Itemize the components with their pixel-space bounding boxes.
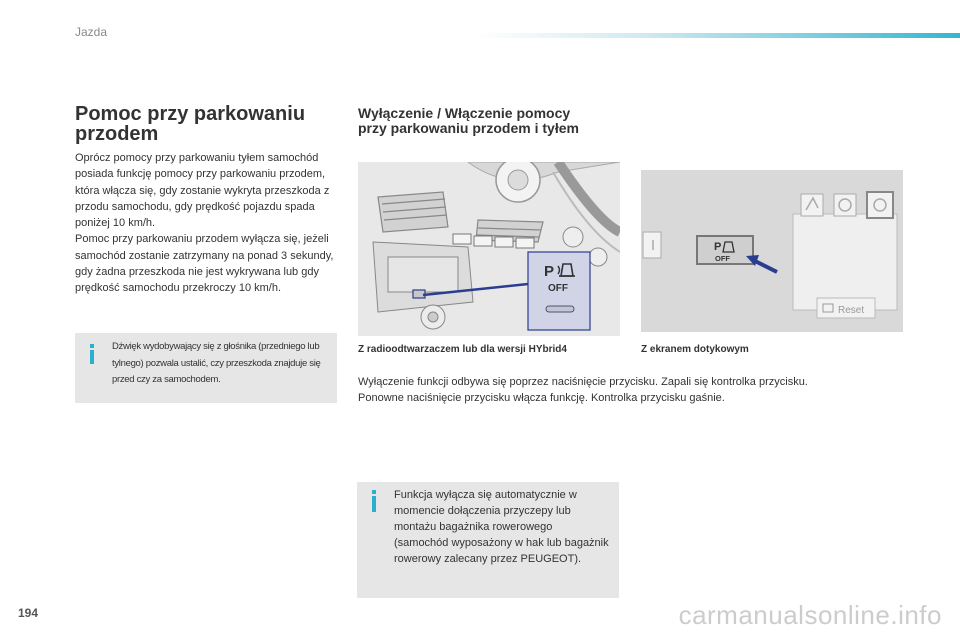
right-heading-line2: przy parkowaniu przodem i tyłem: [358, 120, 579, 136]
function-description: [358, 374, 918, 406]
info-box-sound: [75, 333, 337, 403]
info-icon: [372, 490, 376, 512]
watermark: carmanualsonline.info: [678, 600, 942, 630]
left-body-text: [75, 150, 337, 297]
caption-touchscreen: Z ekranem dotykowym: [641, 344, 749, 355]
svg-text:P: P: [714, 241, 722, 253]
dashboard-photo: [358, 162, 620, 336]
off-button-screen-label: OFF: [715, 254, 730, 263]
info-icon: [90, 344, 94, 364]
right-heading: [358, 106, 648, 136]
reset-label: Reset: [838, 305, 865, 316]
section-title: Jazda: [75, 25, 108, 39]
svg-text:P: P: [544, 263, 555, 280]
info-box-auto-off-text: Funkcja wyłącza się automatycznie w momencie dołączenia przyczepy lub montażu bagażnika rowerowego (samochód wyposażony w hak lub bagażnik rowerowy zalecany przez PEUGEOT).: [394, 489, 609, 565]
left-paragraph-2: Pomoc przy parkowaniu przodem wyłącza się, jeżeli samochód zostanie zatrzymany na ponad 3 sekundy, gdy żadna przeszkoda nie jest wykrywana lub gdy prędkość samochodu przekroczy 10 km/h.: [75, 233, 334, 295]
info-box-sound-text: Dźwięk wydobywający się z głośnika (przedniego lub tylnego) pozwala ustalić, czy przeszkoda znajduje się przed czy za samochodem.: [112, 341, 321, 385]
header-accent-bar: [478, 33, 960, 38]
description-line-1: Wyłączenie funkcji odbywa się poprzez naciśnięcie przycisku. Zapali się kontrolka przycisku.: [358, 376, 808, 388]
touchscreen-image: [641, 170, 903, 332]
left-heading-line1: Pomoc przy parkowaniu: [75, 103, 306, 125]
left-paragraph-1: Oprócz pomocy przy parkowaniu tyłem samochód posiada funkcję pomocy przy parkowaniu przodem, która włącza się, gdy zostanie wykryta przeszkoda z przodu samochodu, gdy prędkość pojazdu spada poniżej 10 km/h.: [75, 152, 330, 230]
off-button-label: OFF: [548, 283, 568, 294]
page-number: 194: [18, 606, 39, 620]
right-heading-line1: Wyłączenie / Włączenie pomocy: [358, 105, 571, 121]
left-heading: [75, 104, 335, 144]
description-line-2: Ponowne naciśnięcie przycisku włącza funkcję. Kontrolka przycisku gaśnie.: [358, 392, 725, 404]
caption-radio: Z radioodtwarzaczem lub dla wersji HYbrid4: [358, 344, 567, 355]
info-box-auto-off: [357, 482, 619, 598]
left-heading-line2: przodem: [75, 123, 159, 145]
